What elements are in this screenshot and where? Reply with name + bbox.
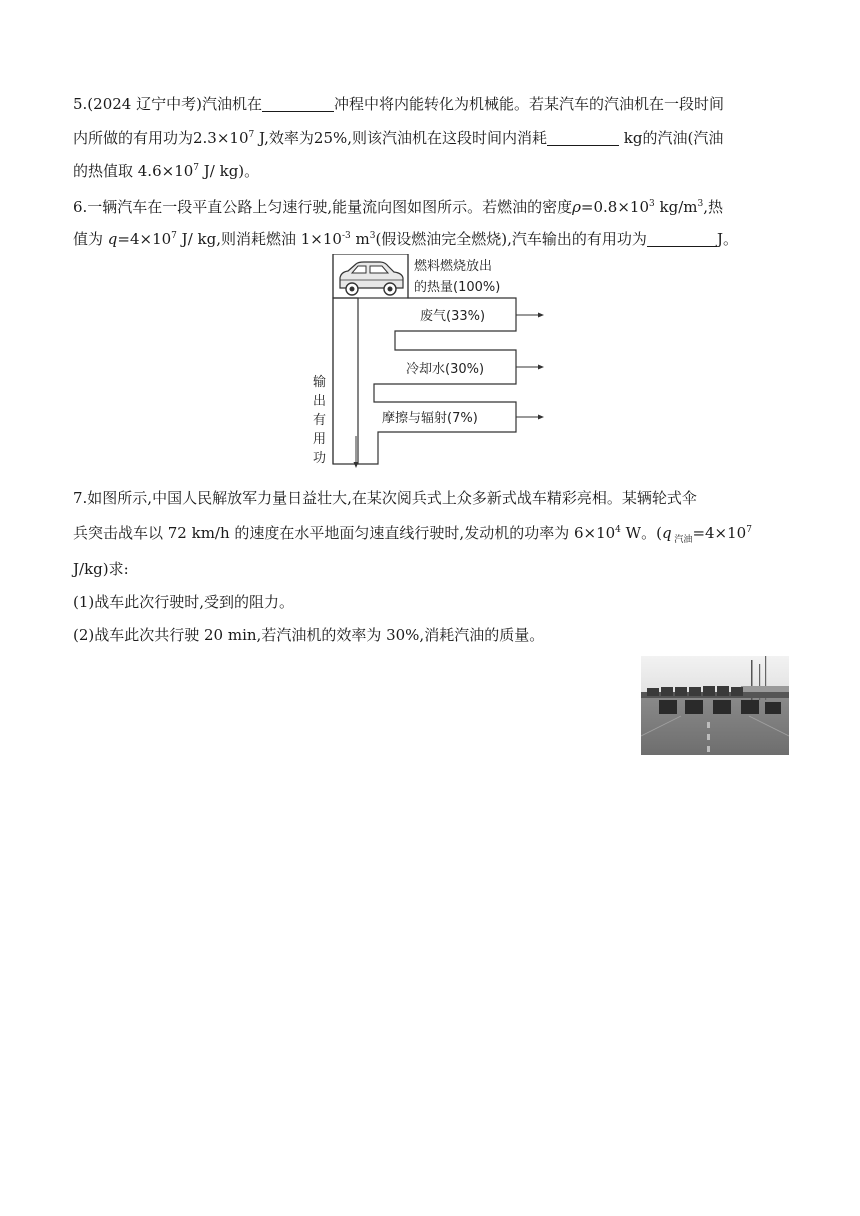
q7-text: =4×10	[692, 524, 747, 542]
exponent: 7	[193, 163, 200, 173]
q7-line-2	[73, 523, 752, 543]
q5-text: 内所做的有用功为2.3×10	[73, 129, 249, 147]
output-char-3: 用	[313, 432, 327, 447]
heat-label-1: 燃料燃烧放出	[414, 259, 493, 274]
q6-text: =4×10	[117, 230, 172, 248]
q6-text: =0.8×10	[580, 198, 650, 216]
rho-symbol: ρ	[572, 198, 581, 216]
q5-blank-mass[interactable]	[547, 130, 619, 146]
subscript: 汽油	[671, 535, 693, 545]
friction-label: 摩擦与辐射(7%)	[382, 411, 478, 426]
q7-text: (1)战车此次行驶时,受到的阻力。	[73, 593, 295, 611]
exhaust-arrow	[516, 313, 544, 318]
output-char-4: 功	[313, 451, 327, 466]
exponent: 3	[649, 199, 655, 209]
q5-text: 的热值取 4.6×10	[73, 162, 194, 180]
q7-text: 兵突击战车以 72 km/h 的速度在水平地面匀速直线行驶时,发动机的功率为 6×10	[73, 524, 616, 542]
q-symbol: q	[661, 524, 672, 542]
coolant-label: 冷却水(30%)	[406, 362, 485, 377]
q7-text: J/kg)求:	[73, 560, 129, 578]
q5-line-1	[73, 94, 724, 114]
heat-label-2: 的热量(100%)	[414, 280, 501, 295]
q6-text: 值为	[73, 230, 108, 248]
q5-text: J/ kg)。	[199, 162, 260, 180]
output-char-0: 输	[313, 375, 327, 390]
q6-text: (假设燃油完全燃烧),汽车输出的有用功为	[375, 230, 647, 248]
q7-line-1	[73, 488, 697, 508]
q7-part-1	[73, 592, 294, 612]
q5-line-2	[73, 128, 723, 148]
exponent: 7	[746, 525, 752, 535]
q7-part-2	[73, 625, 544, 645]
exponent: 3	[369, 231, 376, 241]
exponent: 7	[171, 231, 177, 241]
q6-text: kg/m	[654, 198, 698, 216]
q6-text: J。	[716, 230, 738, 248]
q5-blank-stroke[interactable]	[262, 96, 334, 112]
q5-text: 5.(2024 辽宁中考)汽油机在	[73, 95, 262, 113]
q6-blank-work[interactable]	[647, 231, 717, 247]
q5-line-3	[73, 161, 259, 181]
q6-text: 6.一辆汽车在一段平直公路上匀速行驶,能量流向图如图所示。若燃油的密度	[73, 198, 573, 216]
parade-vehicles-photo	[641, 656, 789, 755]
exponent: -3	[341, 231, 351, 241]
q7-line-3	[73, 559, 129, 579]
exponent: 7	[248, 130, 255, 140]
q7-text: (2)战车此次共行驶 20 min,若汽油机的效率为 30%,消耗汽油的质量。	[73, 626, 545, 644]
q5-text: 冲程中将内能转化为机械能。若某汽车的汽油机在一段时间	[333, 95, 724, 113]
energy-flow-diagram	[308, 254, 558, 470]
coolant-arrow	[516, 365, 544, 370]
friction-arrow	[516, 415, 544, 420]
q5-text: J,效率为25%,则该汽油机在这段时间内消耗	[254, 129, 548, 147]
q5-text: kg的汽油(汽油	[619, 129, 724, 147]
output-char-1: 出	[313, 394, 327, 409]
q6-line-2	[73, 229, 738, 249]
output-char-2: 有	[313, 413, 327, 428]
exhaust-label: 废气(33%)	[420, 309, 486, 324]
q6-text: m	[350, 230, 370, 248]
q7-text: W。(	[620, 524, 662, 542]
exponent: 3	[697, 199, 704, 209]
q6-text: J/ kg,则消耗燃油 1×10	[176, 230, 342, 248]
q7-text: 7.如图所示,中国人民解放军力量日益壮大,在某次阅兵式上众多新式战车精彩亮相。某辆轮式伞	[73, 489, 697, 507]
exponent: 4	[615, 525, 621, 535]
q6-line-1	[73, 197, 723, 217]
q6-text: ,热	[703, 198, 724, 216]
q-symbol: q	[107, 230, 118, 248]
